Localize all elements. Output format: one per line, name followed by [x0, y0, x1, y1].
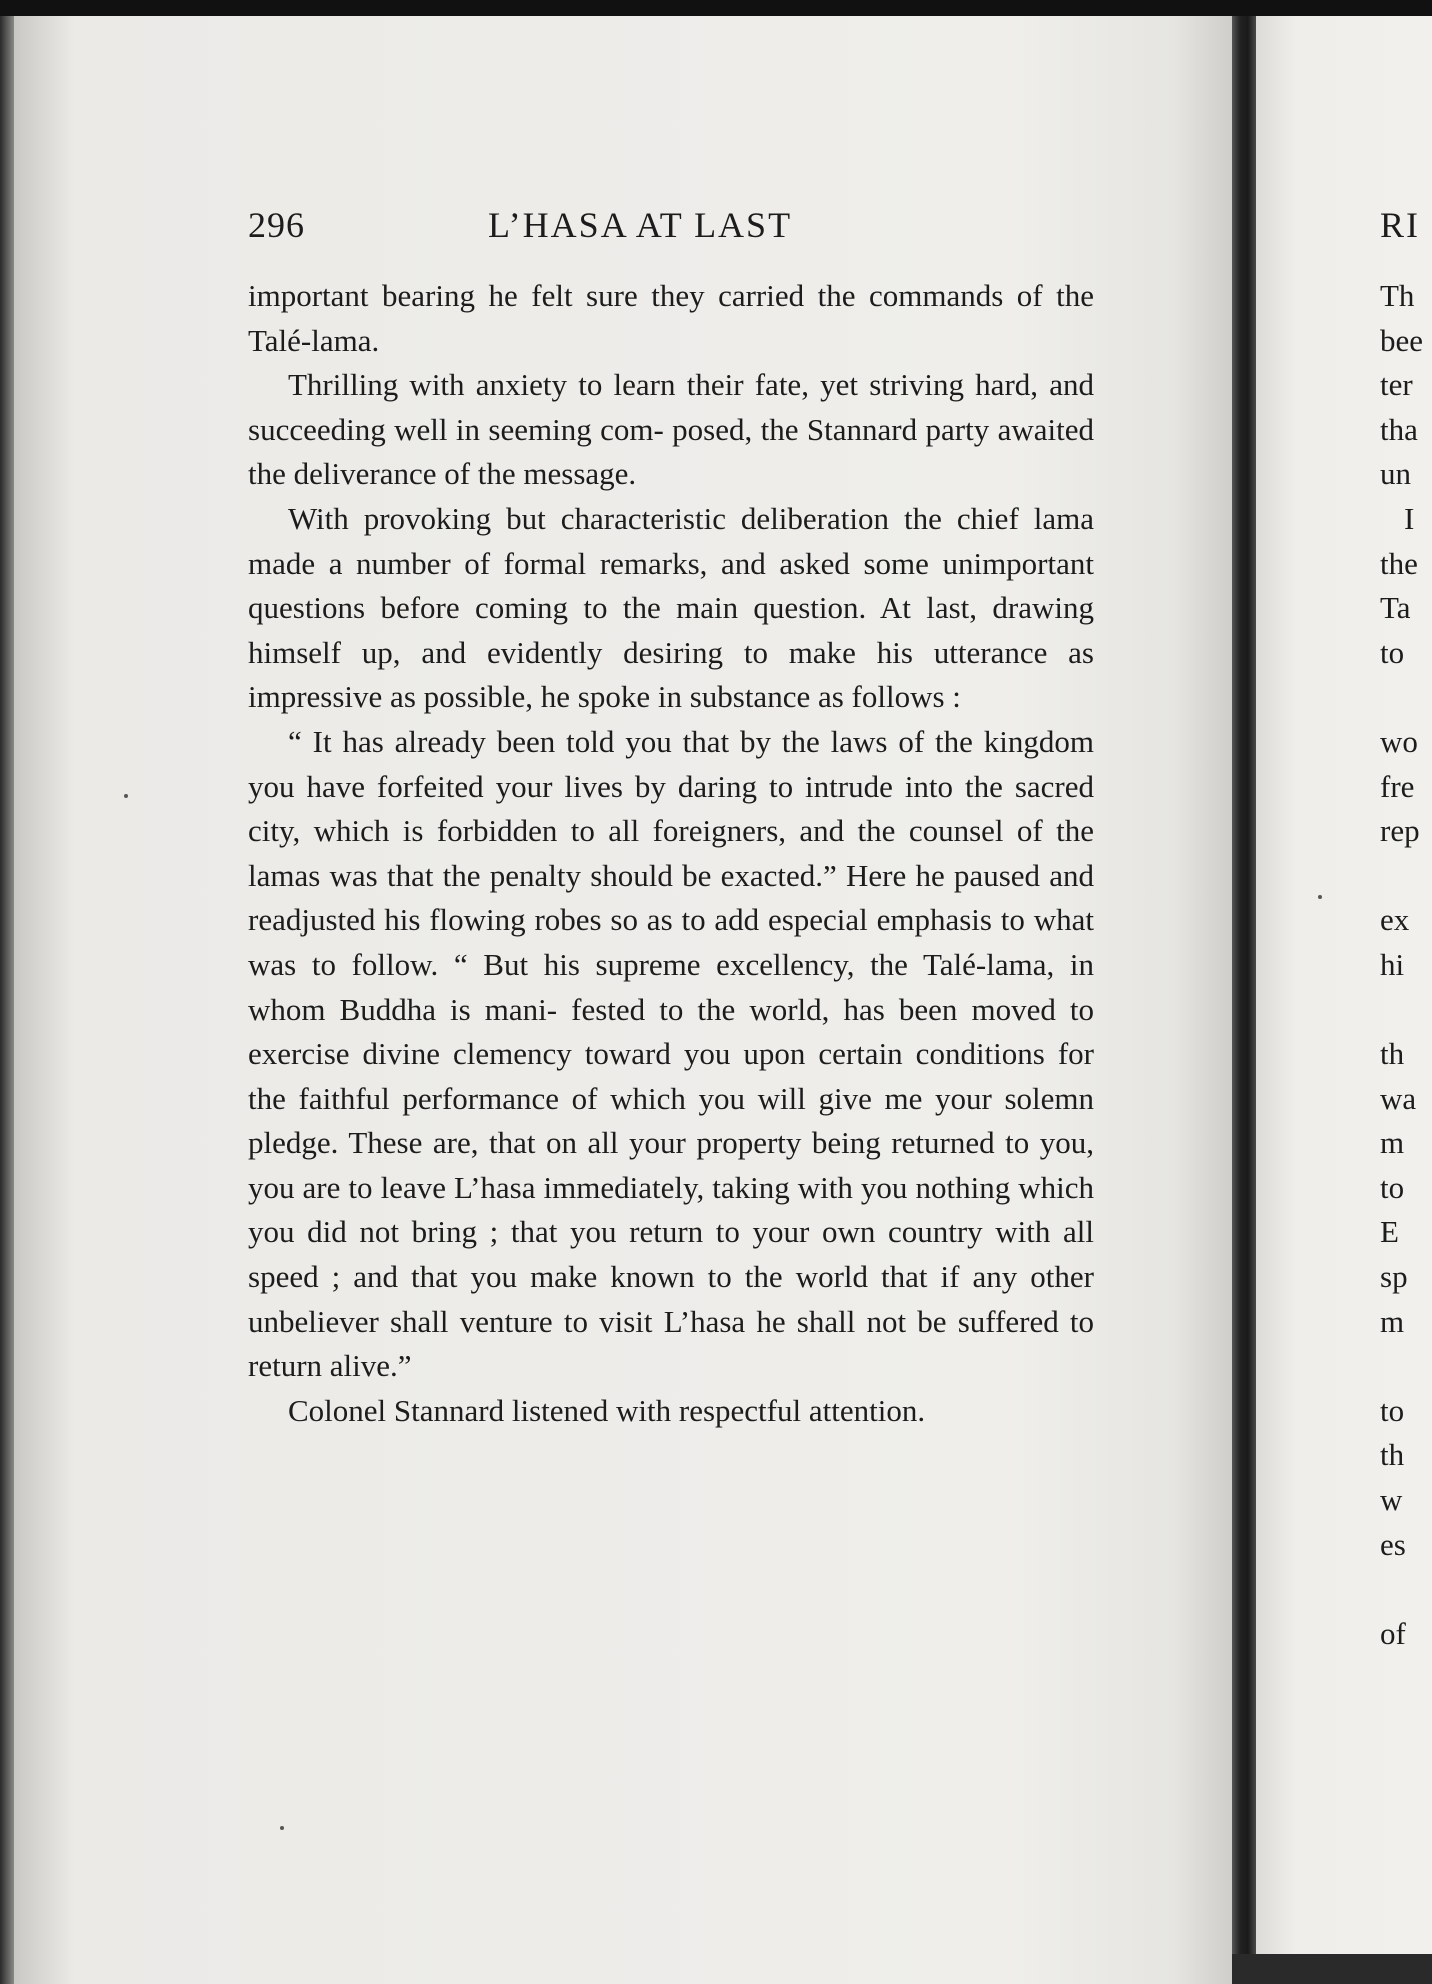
paragraph-1: important bearing he felt sure they carried the commands of the Talé-lama. [248, 278, 1094, 358]
right-line-fragment: Th [1380, 278, 1415, 313]
dust-speck [280, 1826, 284, 1830]
right-line-fragment [1380, 1567, 1432, 1612]
right-line-fragment: th [1380, 1036, 1405, 1072]
right-line-fragment: wo [1380, 723, 1418, 759]
paragraph-5: Colonel Stannard listened with respectful attention. [288, 1392, 926, 1428]
dust-speck [124, 794, 128, 798]
right-line-fragment: m [1380, 1125, 1405, 1161]
left-page-body [248, 274, 1094, 1433]
right-line-fragment: fre [1380, 768, 1415, 804]
right-line-fragment: hi [1380, 946, 1405, 982]
right-line-fragment: tha [1380, 411, 1418, 447]
book-gutter [1232, 16, 1256, 1984]
right-line-fragment: of [1380, 1615, 1406, 1651]
right-line-fragment: sp [1380, 1259, 1408, 1295]
right-line-fragment: es [1380, 1526, 1406, 1562]
right-line-fragment: wa [1380, 1080, 1417, 1116]
paragraph-2: Thrilling with anxiety to learn their fate, yet striving hard, and succeeding well in seeming com- posed, the Stannard party awaited the deliverance of the message. [248, 367, 1094, 492]
right-line-fragment: bee [1380, 322, 1424, 358]
right-line-fragment [1380, 675, 1432, 720]
right-line-fragment: to [1380, 634, 1405, 670]
right-line-fragment: m [1380, 1303, 1405, 1339]
right-page-text-fragments [1380, 274, 1432, 1656]
left-page-header [248, 204, 1094, 248]
right-line-fragment: to [1380, 1169, 1405, 1205]
right-line-fragment: to [1380, 1392, 1405, 1428]
running-title: L’HASA AT LAST [488, 205, 793, 245]
right-line-fragment: I [1404, 500, 1415, 536]
paragraph-3: With provoking but characteristic deliberation the chief lama made a number of formal remarks, and asked some unimportant questions before coming to the main question. At last, drawing himself up, and evidently desiring to make his utterance as impressive as possible, he spoke in substance as follows : [248, 500, 1094, 715]
scan-top-border [0, 0, 1432, 16]
right-line-fragment: the [1380, 545, 1418, 581]
right-line-fragment: th [1380, 1437, 1405, 1473]
scan-bottom-border [1232, 1954, 1432, 1984]
right-line-fragment: w [1380, 1482, 1403, 1518]
right-line-fragment: un [1380, 456, 1411, 492]
right-line-fragment: Ta [1380, 590, 1411, 626]
scan-left-border [0, 16, 14, 1984]
dust-speck [1318, 895, 1322, 899]
page-number: 296 [248, 205, 305, 245]
right-line-fragment: rep [1380, 813, 1420, 849]
right-line-fragment: ter [1380, 367, 1413, 403]
right-line-fragment [1380, 988, 1432, 1033]
paragraph-4: “ It has already been told you that by the laws of the kingdom you have forfeited your lives by daring to intrude into the sacred city, which is forbidden to all foreigners, and the counsel of the lamas was that the penalty should be exacted.” Here he paused and readjusted his flowing robes so as to add especial emphasis to what was to follow. “ But his supreme excellency, the Talé-lama, in whom Buddha is mani- fested to the world, has been moved to exercise divine clemency toward you upon certain conditions for the faithful performance of which you will give me your solemn pledge. These are, that on all your property being returned to you, you are to leave L’hasa immediately, taking with you nothing which you did not bring ; that you return to your own country with all speed ; and that you make known to the world that if any other unbeliever shall venture to visit L’hasa he shall not be suffered to return alive.” [248, 723, 1094, 1384]
right-line-fragment [1380, 854, 1432, 899]
right-line-fragment [1380, 1344, 1432, 1389]
right-line-fragment: ex [1380, 902, 1410, 938]
right-line-fragment: E [1380, 1214, 1399, 1250]
right-page-header-fragment: RI [1380, 205, 1420, 245]
